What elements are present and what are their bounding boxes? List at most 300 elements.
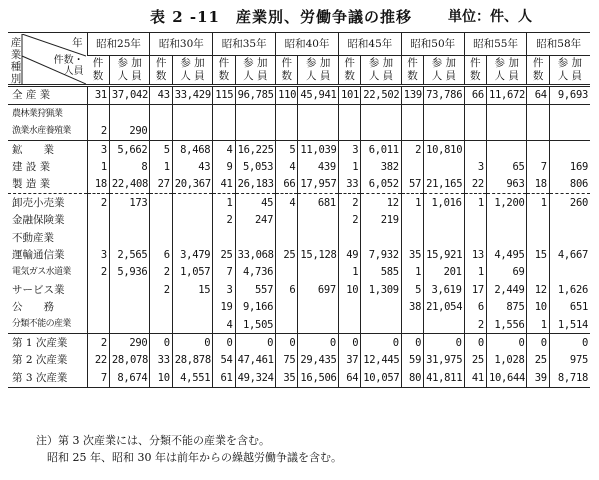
- participants-cell: 41,811: [424, 369, 465, 387]
- cases-cell: [527, 123, 549, 141]
- participants-cell: 7,932: [361, 247, 402, 264]
- participants-cell: [235, 105, 276, 123]
- participants-cell: 37,042: [109, 86, 150, 105]
- participants-cell: 22,408: [109, 176, 150, 194]
- cases-cell: [464, 229, 486, 246]
- participants-cell: 22,502: [361, 86, 402, 105]
- participants-cell: [109, 105, 150, 123]
- participants-cell: 975: [549, 352, 590, 369]
- participants-cell: 1,057: [172, 264, 213, 281]
- table-row: [8, 264, 590, 281]
- participants-cell: 8,674: [109, 369, 150, 387]
- cases-cell: 110: [276, 86, 298, 105]
- cases-cell: 18: [87, 176, 109, 194]
- participants-cell: 29,435: [298, 352, 339, 369]
- cases-cell: 4: [213, 141, 235, 159]
- participants-cell: 10,810: [424, 141, 465, 159]
- cases-cell: 54: [213, 352, 235, 369]
- year-header: 昭和35年: [213, 33, 276, 56]
- participants-cell: 651: [549, 299, 590, 316]
- participants-cell: [172, 194, 213, 212]
- cases-cell: 1: [338, 264, 360, 281]
- participants-cell: [361, 123, 402, 141]
- participants-cell: 96,785: [235, 86, 276, 105]
- participants-cell: 8,468: [172, 141, 213, 159]
- industry-label: 第 1 次産業: [8, 334, 87, 352]
- cases-cell: 2: [338, 194, 360, 212]
- cases-cell: 3: [213, 281, 235, 298]
- cases-cell: [150, 299, 172, 316]
- industry-label: 全 産 業: [8, 86, 87, 105]
- cases-cell: 80: [401, 369, 423, 387]
- year-header: 昭和25年: [87, 33, 150, 56]
- cases-cell: [276, 229, 298, 246]
- cases-cell: [338, 105, 360, 123]
- participants-cell: [549, 229, 590, 246]
- participants-cell: 260: [549, 194, 590, 212]
- cases-cell: 7: [527, 159, 549, 176]
- corner-counts-label: 件数・ 人員: [53, 54, 84, 77]
- table-row: [8, 105, 590, 123]
- participants-cell: 0: [486, 334, 527, 352]
- participants-cell: [298, 105, 339, 123]
- participants-cell: 26,183: [235, 176, 276, 194]
- participants-cell: [486, 212, 527, 229]
- cases-cell: [87, 299, 109, 316]
- cases-cell: 2: [87, 264, 109, 281]
- cases-subheader: 件数: [213, 56, 235, 86]
- participants-cell: 2,565: [109, 247, 150, 264]
- cases-cell: 2: [150, 264, 172, 281]
- cases-cell: 3: [338, 141, 360, 159]
- industry-label: 鉱 業: [8, 141, 87, 159]
- cases-cell: 139: [401, 86, 423, 105]
- participants-cell: [424, 159, 465, 176]
- participants-cell: [424, 316, 465, 334]
- cases-subheader: 件数: [338, 56, 360, 86]
- participants-cell: 1,514: [549, 316, 590, 334]
- participants-cell: [235, 123, 276, 141]
- participants-cell: [361, 229, 402, 246]
- participants-cell: 1,626: [549, 281, 590, 298]
- cases-cell: [150, 105, 172, 123]
- participants-cell: 31,975: [424, 352, 465, 369]
- cases-cell: 1: [527, 316, 549, 334]
- participants-cell: [361, 299, 402, 316]
- table-row: [8, 159, 590, 176]
- table-row: [8, 123, 590, 141]
- participants-cell: 557: [235, 281, 276, 298]
- participants-cell: [172, 229, 213, 246]
- cases-cell: [276, 299, 298, 316]
- industry-label: 電気ガス水道業: [12, 267, 71, 278]
- participants-cell: 45,941: [298, 86, 339, 105]
- cases-cell: 10: [150, 369, 172, 387]
- cases-cell: 1: [87, 159, 109, 176]
- cases-cell: [87, 212, 109, 229]
- participants-cell: 10,057: [361, 369, 402, 387]
- participants-cell: [172, 123, 213, 141]
- participants-cell: 439: [298, 159, 339, 176]
- participants-cell: 5,662: [109, 141, 150, 159]
- participants-cell: [298, 123, 339, 141]
- table-row: [8, 141, 590, 159]
- participants-cell: 65: [486, 159, 527, 176]
- participants-cell: 0: [549, 334, 590, 352]
- participants-cell: 45: [235, 194, 276, 212]
- participants-subheader: 参 加 人 員: [549, 56, 590, 86]
- participants-cell: 12,445: [361, 352, 402, 369]
- participants-cell: 12: [361, 194, 402, 212]
- participants-cell: 681: [298, 194, 339, 212]
- industry-label: サービス業: [12, 283, 65, 296]
- cases-cell: 3: [464, 159, 486, 176]
- table-row: [8, 194, 590, 212]
- cases-cell: 27: [150, 176, 172, 194]
- industry-label: 金融保険業: [12, 214, 65, 227]
- participants-cell: [298, 299, 339, 316]
- unit-label: 単位：件、人: [448, 9, 532, 25]
- cases-cell: [87, 105, 109, 123]
- participants-cell: [172, 212, 213, 229]
- cases-cell: [401, 229, 423, 246]
- cases-cell: [150, 212, 172, 229]
- participants-cell: 585: [361, 264, 402, 281]
- cases-cell: 0: [150, 334, 172, 352]
- cases-cell: [401, 159, 423, 176]
- participants-cell: [424, 212, 465, 229]
- participants-cell: 43: [172, 159, 213, 176]
- cases-cell: [338, 316, 360, 334]
- cases-cell: [276, 123, 298, 141]
- cases-cell: 1: [464, 194, 486, 212]
- table-body: [8, 86, 590, 388]
- industry-label: 製 造 業: [12, 178, 51, 191]
- cases-cell: 22: [464, 176, 486, 194]
- participants-cell: [549, 141, 590, 159]
- cases-cell: 9: [213, 159, 235, 176]
- cases-cell: 33: [338, 176, 360, 194]
- cases-cell: 10: [527, 299, 549, 316]
- participants-cell: 4,667: [549, 247, 590, 264]
- participants-cell: [361, 316, 402, 334]
- cases-subheader: 件数: [527, 56, 549, 86]
- participants-cell: [549, 212, 590, 229]
- cases-cell: 2: [87, 334, 109, 352]
- cases-cell: [527, 105, 549, 123]
- cases-cell: 19: [213, 299, 235, 316]
- cases-cell: 5: [150, 141, 172, 159]
- participants-cell: 4,551: [172, 369, 213, 387]
- cases-subheader: 件数: [276, 56, 298, 86]
- participants-cell: 21,054: [424, 299, 465, 316]
- cases-cell: 75: [276, 352, 298, 369]
- cases-cell: [527, 229, 549, 246]
- participants-cell: 1,556: [486, 316, 527, 334]
- participants-cell: 15,921: [424, 247, 465, 264]
- cases-cell: 4: [213, 316, 235, 334]
- cases-cell: [338, 123, 360, 141]
- participants-cell: [109, 281, 150, 298]
- participants-cell: 73,786: [424, 86, 465, 105]
- participants-cell: [424, 105, 465, 123]
- cases-cell: 2: [338, 212, 360, 229]
- industry-label: 建 設 業: [12, 161, 51, 173]
- participants-cell: [424, 123, 465, 141]
- cases-cell: 49: [338, 247, 360, 264]
- industry-label: 漁業水産養殖業: [12, 125, 71, 136]
- participants-cell: 4,495: [486, 247, 527, 264]
- participants-cell: 0: [424, 334, 465, 352]
- cases-cell: 5: [276, 141, 298, 159]
- participants-cell: [486, 229, 527, 246]
- cases-cell: [401, 123, 423, 141]
- participants-cell: 2,449: [486, 281, 527, 298]
- participants-cell: 1,200: [486, 194, 527, 212]
- title-row: [0, 6, 599, 28]
- cases-cell: 6: [464, 299, 486, 316]
- cases-cell: [464, 141, 486, 159]
- participants-cell: [549, 123, 590, 141]
- cases-cell: 10: [338, 281, 360, 298]
- cases-cell: [87, 229, 109, 246]
- participants-subheader: 参 加 人 員: [361, 56, 402, 86]
- cases-cell: 13: [464, 247, 486, 264]
- participants-cell: 15: [172, 281, 213, 298]
- participants-cell: 21,165: [424, 176, 465, 194]
- table-title: 表 2 -11 産業別、労働争議の推移: [150, 8, 412, 26]
- cases-cell: 38: [401, 299, 423, 316]
- cases-cell: 31: [87, 86, 109, 105]
- cases-cell: 64: [527, 86, 549, 105]
- cases-cell: [150, 229, 172, 246]
- cases-cell: [276, 212, 298, 229]
- participants-cell: 247: [235, 212, 276, 229]
- cases-cell: 66: [276, 176, 298, 194]
- participants-cell: [298, 316, 339, 334]
- participants-cell: [109, 299, 150, 316]
- participants-cell: 290: [109, 123, 150, 141]
- cases-cell: 101: [338, 86, 360, 105]
- cases-cell: 2: [213, 212, 235, 229]
- cases-cell: 17: [464, 281, 486, 298]
- footnotes: [36, 432, 342, 466]
- cases-cell: 1: [213, 194, 235, 212]
- cases-cell: 66: [464, 86, 486, 105]
- participants-cell: 33,429: [172, 86, 213, 105]
- participants-cell: 1,028: [486, 352, 527, 369]
- participants-cell: [298, 229, 339, 246]
- participants-cell: 169: [549, 159, 590, 176]
- participants-cell: 16,506: [298, 369, 339, 387]
- industry-label: 公 務: [12, 301, 54, 314]
- cases-cell: [87, 316, 109, 334]
- participants-cell: 201: [424, 264, 465, 281]
- cases-cell: 43: [150, 86, 172, 105]
- participants-cell: [424, 229, 465, 246]
- industry-label: 第 2 次産業: [12, 354, 68, 367]
- cases-cell: 3: [87, 247, 109, 264]
- cases-cell: [276, 316, 298, 334]
- table-row: [8, 281, 590, 298]
- cases-cell: 35: [401, 247, 423, 264]
- cases-cell: [276, 105, 298, 123]
- participants-cell: [486, 105, 527, 123]
- year-header: 昭和55年: [464, 33, 527, 56]
- participants-cell: [235, 229, 276, 246]
- participants-cell: 6,011: [361, 141, 402, 159]
- cases-cell: 12: [527, 281, 549, 298]
- participants-cell: 33,068: [235, 247, 276, 264]
- participants-cell: 20,367: [172, 176, 213, 194]
- cases-cell: 41: [464, 369, 486, 387]
- table-row: [8, 369, 590, 387]
- cases-cell: 0: [338, 334, 360, 352]
- participants-cell: 47,461: [235, 352, 276, 369]
- footnote-line: 昭和 25 年、昭和 30 年は前年からの繰越労働争議を含む。: [36, 451, 342, 464]
- cases-cell: [338, 229, 360, 246]
- participants-cell: 69: [486, 264, 527, 281]
- cases-cell: 2: [87, 194, 109, 212]
- cases-cell: [338, 299, 360, 316]
- table-row: [8, 334, 590, 352]
- participants-cell: 8,718: [549, 369, 590, 387]
- cases-cell: [527, 141, 549, 159]
- participants-cell: [109, 212, 150, 229]
- industry-label: 運輸通信業: [12, 248, 65, 261]
- cases-cell: 57: [401, 176, 423, 194]
- participants-cell: 5,053: [235, 159, 276, 176]
- subheader-row: [8, 56, 590, 86]
- participants-cell: 1,309: [361, 281, 402, 298]
- cases-cell: 4: [276, 194, 298, 212]
- cases-cell: [150, 123, 172, 141]
- participants-cell: 173: [109, 194, 150, 212]
- participants-cell: [298, 264, 339, 281]
- table-row: [8, 86, 590, 105]
- cases-cell: [213, 123, 235, 141]
- cases-cell: 7: [87, 369, 109, 387]
- cases-cell: 6: [150, 247, 172, 264]
- cases-cell: [527, 264, 549, 281]
- participants-subheader: 参 加 人 員: [235, 56, 276, 86]
- cases-cell: 6: [276, 281, 298, 298]
- cases-cell: [401, 212, 423, 229]
- year-header: 昭和45年: [338, 33, 401, 56]
- corner-industry-label: 産業種別: [10, 36, 22, 85]
- participants-cell: [298, 212, 339, 229]
- participants-cell: [172, 105, 213, 123]
- year-header: 昭和50年: [401, 33, 464, 56]
- participants-cell: [549, 264, 590, 281]
- participants-cell: 3,619: [424, 281, 465, 298]
- cases-cell: 2: [401, 141, 423, 159]
- participants-cell: 28,878: [172, 352, 213, 369]
- cases-cell: 1: [401, 194, 423, 212]
- cases-cell: 2: [150, 281, 172, 298]
- cases-cell: 59: [401, 352, 423, 369]
- table-row: [8, 316, 590, 334]
- participants-cell: 11,039: [298, 141, 339, 159]
- year-header: 昭和30年: [150, 33, 213, 56]
- cases-cell: [401, 105, 423, 123]
- cases-cell: 37: [338, 352, 360, 369]
- participants-cell: 697: [298, 281, 339, 298]
- participants-cell: [486, 123, 527, 141]
- participants-cell: 1,016: [424, 194, 465, 212]
- cases-cell: 25: [464, 352, 486, 369]
- participants-cell: 0: [361, 334, 402, 352]
- cases-cell: 22: [87, 352, 109, 369]
- table-row: [8, 212, 590, 229]
- participants-cell: 28,078: [109, 352, 150, 369]
- cases-cell: 33: [150, 352, 172, 369]
- cases-cell: [150, 194, 172, 212]
- industry-label: 卸売小売業: [8, 194, 87, 212]
- participants-subheader: 参 加 人 員: [298, 56, 339, 86]
- participants-cell: 0: [298, 334, 339, 352]
- table-row: [8, 247, 590, 264]
- participants-cell: [486, 141, 527, 159]
- cases-cell: 5: [401, 281, 423, 298]
- cases-cell: 1: [464, 264, 486, 281]
- participants-cell: 1,505: [235, 316, 276, 334]
- participants-cell: 0: [172, 334, 213, 352]
- header-corner: [8, 33, 87, 86]
- table-row: [8, 229, 590, 246]
- cases-subheader: 件数: [92, 56, 104, 82]
- participants-cell: 382: [361, 159, 402, 176]
- cases-cell: 0: [527, 334, 549, 352]
- participants-subheader: 参 加 人 員: [109, 56, 150, 86]
- participants-cell: 875: [486, 299, 527, 316]
- participants-cell: [172, 299, 213, 316]
- participants-cell: 219: [361, 212, 402, 229]
- cases-cell: 41: [213, 176, 235, 194]
- participants-cell: [361, 105, 402, 123]
- cases-cell: 25: [276, 247, 298, 264]
- year-header: 昭和40年: [276, 33, 339, 56]
- participants-cell: 290: [109, 334, 150, 352]
- cases-cell: 7: [213, 264, 235, 281]
- participants-cell: 11,672: [486, 86, 527, 105]
- cases-cell: 1: [150, 159, 172, 176]
- cases-cell: [401, 316, 423, 334]
- participants-cell: 5,936: [109, 264, 150, 281]
- participants-cell: 10,644: [486, 369, 527, 387]
- cases-cell: 3: [87, 141, 109, 159]
- participants-cell: 16,225: [235, 141, 276, 159]
- participants-cell: 17,957: [298, 176, 339, 194]
- cases-cell: 61: [213, 369, 235, 387]
- cases-subheader: 件数: [150, 56, 172, 86]
- participants-subheader: 参 加 人 員: [172, 56, 213, 86]
- cases-cell: 0: [213, 334, 235, 352]
- industry-label: 第 3 次産業: [12, 371, 68, 384]
- cases-cell: 0: [401, 334, 423, 352]
- cases-cell: 35: [276, 369, 298, 387]
- cases-subheader: 件数: [401, 56, 423, 86]
- cases-cell: [213, 105, 235, 123]
- industry-label: 農林業狩猟業: [8, 105, 87, 123]
- cases-cell: 25: [213, 247, 235, 264]
- cases-cell: 2: [464, 316, 486, 334]
- industry-label: 不動産業: [12, 231, 54, 244]
- participants-cell: 9,693: [549, 86, 590, 105]
- cases-cell: 64: [338, 369, 360, 387]
- cases-cell: 25: [527, 352, 549, 369]
- cases-cell: 18: [527, 176, 549, 194]
